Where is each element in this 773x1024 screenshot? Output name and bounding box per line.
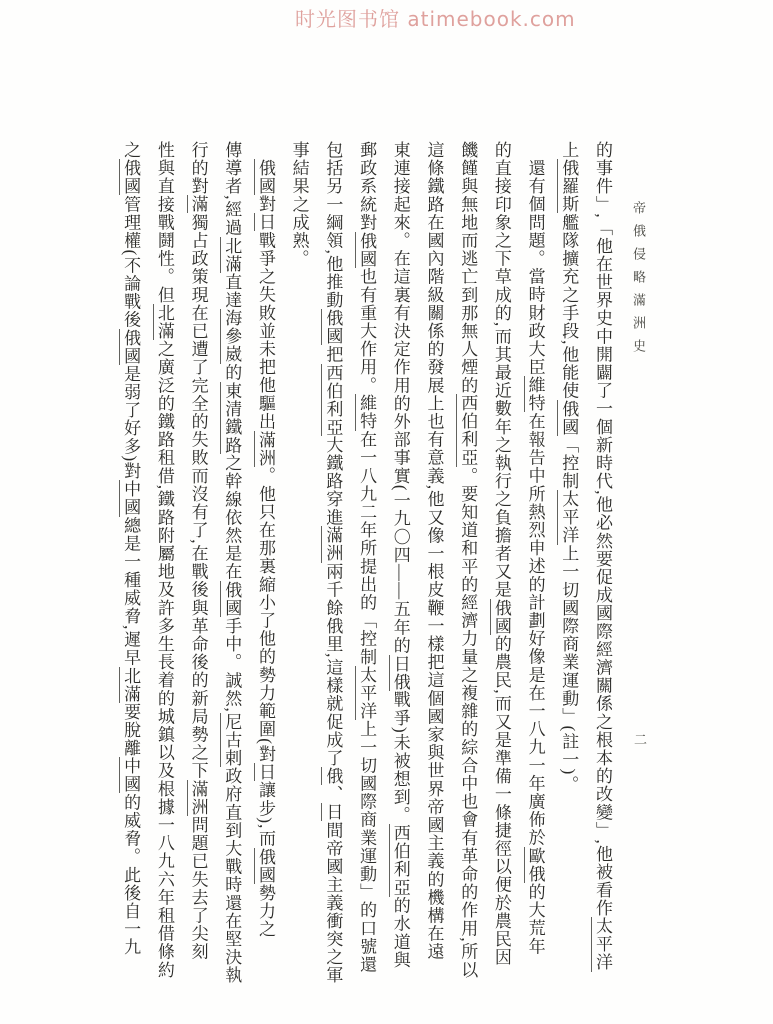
proper-noun-mark: 俄國: [222, 580, 242, 617]
proper-noun-mark: 日俄: [390, 654, 410, 691]
text-column: 上俄羅斯艦隊擴充之手段,他能使俄國「控制太平洋上一切國際商業運動」(註一)。: [559, 141, 579, 794]
proper-noun-mark: 北滿: [154, 303, 174, 341]
book-margin-title: 帝俄侵略滿洲史: [631, 201, 646, 362]
text-column: 俄國對日戰爭之失敗並未把他驅出滿洲。他只在那裏縮小了他的勢力範圍(對日讓步),而俄國勢力之: [255, 159, 275, 939]
proper-noun-mark: 滿: [188, 195, 208, 214]
text-column: 傳導者,經過北滿直達海參崴的東清鐵路之幹線依然是在俄國手中。誠然,尼古剌政府直到大戰時還在堅決執: [222, 141, 242, 985]
text-column: 的直接印象之下草成的,而其最近數年之執行之負擔者又是俄國的農民,而又是準備一條捷徑以便於農民因: [491, 141, 511, 967]
proper-noun-mark: 俄國: [121, 328, 141, 365]
proper-noun-mark: 日: [255, 213, 275, 232]
proper-noun-mark: 俄國: [559, 399, 579, 436]
proper-noun-mark: 維特: [357, 394, 377, 431]
proper-noun-mark: 西伯利亞: [323, 363, 343, 436]
proper-noun-mark: 中國: [121, 480, 141, 517]
proper-noun-mark: 俄國: [121, 159, 141, 196]
proper-noun-mark: 日: [323, 803, 343, 822]
proper-noun-mark: 太平洋: [357, 665, 377, 721]
text-column: 包括另一綱領,他推動俄國把西伯利亞大鐵路穿進滿洲兩千餘俄里,這樣就促成了俄、日間帝國主義衝突之軍: [323, 141, 343, 985]
text-column: 這條鐵路在國內階級關係的發展上也有意義,他又像一根皮鞭一樣把這個國家與世界帝國主義的機構在遠: [424, 141, 444, 961]
proper-noun-mark: 俄國: [255, 847, 275, 884]
proper-noun-mark: 俄國: [357, 231, 377, 268]
proper-noun-mark: 滿洲: [188, 779, 208, 817]
proper-noun-mark: 海參崴: [222, 309, 242, 364]
text-column: 還有個問題。當時財政大臣維特在報告中所熱烈申述的計劃好像是在一八九一年廣佈於歐俄的大荒年: [525, 159, 545, 956]
text-block: [113, 141, 619, 985]
text-column: 事結果之成熟。: [289, 141, 309, 268]
proper-noun-mark: 滿洲: [323, 526, 343, 563]
proper-noun-mark: 日: [255, 763, 275, 782]
text-column: 的事件」,「他在世界史中開闢了一個新時代,他必然要促成國際經濟關係之根本的改變」,他被看作太平洋: [593, 141, 612, 972]
proper-noun-mark: 俄羅斯: [559, 159, 579, 214]
text-column: 郵政系統對俄國也有重大作用。維特在一八九二年所提出的「控制太平洋上一切國際商業運動」的口號還: [357, 141, 377, 974]
proper-noun-mark: 尼古剌: [222, 712, 242, 768]
proper-noun-mark: 俄國: [255, 159, 275, 196]
text-column: 之俄國管理權(不論戰後俄國是弱了好多)對中國總是一種威脅,遲早北滿要脫離中國的威脅。此後自一九: [121, 141, 141, 957]
proper-noun-mark: 太平洋: [593, 917, 612, 972]
text-column: 東連接起來。在這裏有決定作用的外部事實(一九〇四——五年的日俄戰爭)未被想到。西伯利亞的水道與: [390, 141, 410, 970]
proper-noun-mark: 歐俄: [525, 846, 545, 884]
proper-noun-mark: 中國: [121, 757, 141, 794]
text-column: 行的對滿獨占政策現在已遭了完全的失敗而沒有了,在戰後與革命後的新局勢之下滿洲問題已失去了尖刻: [188, 141, 208, 961]
watermark-text: 时光图书馆 atimebook.com: [295, 7, 576, 31]
text-column: 性與直接戰鬪性。但北滿之廣泛的鐵路租借,鐵路附屬地及許多生長着的城鎮以及根據一八九六年租借條約: [154, 141, 174, 979]
proper-noun-mark: 東清鐵路: [222, 381, 242, 455]
proper-noun-mark: 西伯利亞: [390, 824, 410, 897]
proper-noun-mark: 俄國: [491, 598, 511, 636]
proper-noun-mark: 俄國: [323, 309, 343, 346]
proper-noun-mark: 俄: [323, 767, 343, 786]
proper-noun-mark: 北滿: [121, 666, 141, 703]
proper-noun-mark: 太平洋: [559, 490, 579, 545]
proper-noun-mark: 滿洲: [255, 430, 275, 467]
proper-noun-mark: 北滿: [222, 236, 242, 274]
page-number: 二: [634, 732, 648, 747]
text-column: 饑饉與無地而逃亡到那無人煙的西伯利亞。要知道和平的經濟力量之複雜的綜合中也會有革命的作用,所以: [458, 141, 478, 979]
proper-noun-mark: 西伯利亞: [458, 394, 478, 467]
proper-noun-mark: 維特: [525, 376, 545, 413]
